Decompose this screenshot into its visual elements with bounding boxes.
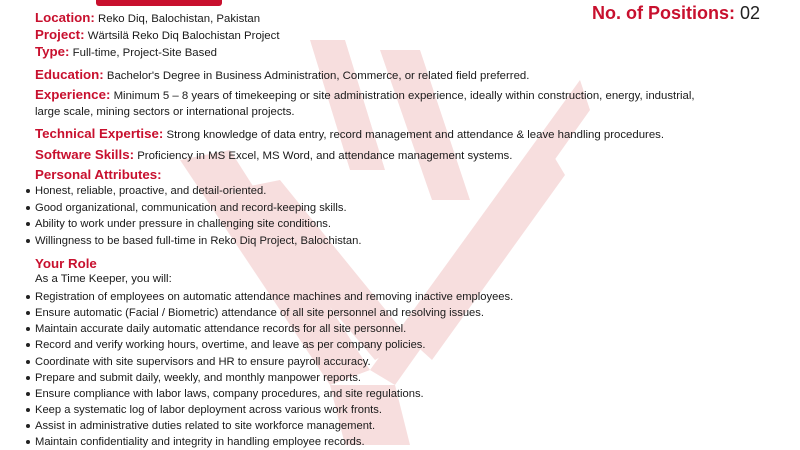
experience-value-continued: large scale, mining sectors or international projects. — [35, 106, 295, 118]
your-role-heading: Your Role — [35, 256, 97, 271]
type-label: Type: — [35, 44, 70, 59]
list-item: Honest, reliable, proactive, and detail-oriented. — [26, 183, 361, 200]
list-item: Willingness to be based full-time in Reko Diq Project, Balochistan. — [26, 233, 361, 250]
software-label: Software Skills: — [35, 147, 135, 162]
technical-row — [35, 126, 664, 141]
title-banner-tab — [96, 0, 222, 6]
list-item: Good organizational, communication and record-keeping skills. — [26, 200, 361, 217]
list-item: Prepare and submit daily, weekly, and monthly manpower reports. — [26, 370, 513, 386]
project-value: Wärtsilä Reko Diq Balochistan Project — [87, 30, 280, 42]
project-label: Project: — [35, 27, 85, 42]
type-value: Full-time, Project-Site Based — [72, 47, 217, 59]
list-item: Record and verify working hours, overtime, and leave as per company policies. — [26, 337, 513, 353]
list-item: Ability to work under pressure in challenging site conditions. — [26, 216, 361, 233]
type-row — [35, 44, 217, 59]
education-row — [35, 67, 529, 82]
experience-value: Minimum 5 – 8 years of timekeeping or site administration experience, ideally within construction, energy, industrial, — [113, 90, 695, 102]
location-row — [35, 10, 260, 25]
personal-attributes-list — [26, 183, 361, 250]
positions-count — [592, 3, 760, 24]
list-item: Coordinate with site supervisors and HR to ensure payroll accuracy. — [26, 354, 513, 370]
education-value: Bachelor's Degree in Business Administration, Commerce, or related field preferred. — [106, 70, 530, 82]
education-label: Education: — [35, 67, 104, 82]
role-responsibilities-list — [26, 289, 513, 450]
technical-label: Technical Expertise: — [35, 126, 164, 141]
project-row — [35, 27, 280, 42]
experience-row — [35, 87, 695, 102]
technical-value: Strong knowledge of data entry, record management and attendance & leave handling procedures. — [166, 129, 665, 141]
list-item: Maintain confidentiality and integrity in handling employee records. — [26, 434, 513, 450]
positions-label: No. of Positions: — [591, 3, 735, 23]
list-item: Assist in administrative duties related to site workforce management. — [26, 418, 513, 434]
personal-attributes-heading: Personal Attributes: — [35, 167, 162, 182]
software-value: Proficiency in MS Excel, MS Word, and attendance management systems. — [137, 150, 513, 162]
location-value: Reko Diq, Balochistan, Pakistan — [98, 13, 261, 25]
list-item: Maintain accurate daily automatic attendance records for all site personnel. — [26, 321, 513, 337]
location-label: Location: — [35, 10, 95, 25]
list-item: Keep a systematic log of labor deployment across various work fronts. — [26, 402, 513, 418]
experience-label: Experience: — [35, 87, 111, 102]
role-intro: As a Time Keeper, you will: — [35, 273, 172, 285]
software-row — [35, 147, 512, 162]
list-item: Registration of employees on automatic attendance machines and removing inactive employees. — [26, 289, 513, 305]
list-item: Ensure compliance with labor laws, company procedures, and site regulations. — [26, 386, 513, 402]
list-item: Ensure automatic (Facial / Biometric) attendance of all site personnel and resolving issues. — [26, 305, 513, 321]
positions-value: 02 — [739, 3, 760, 23]
